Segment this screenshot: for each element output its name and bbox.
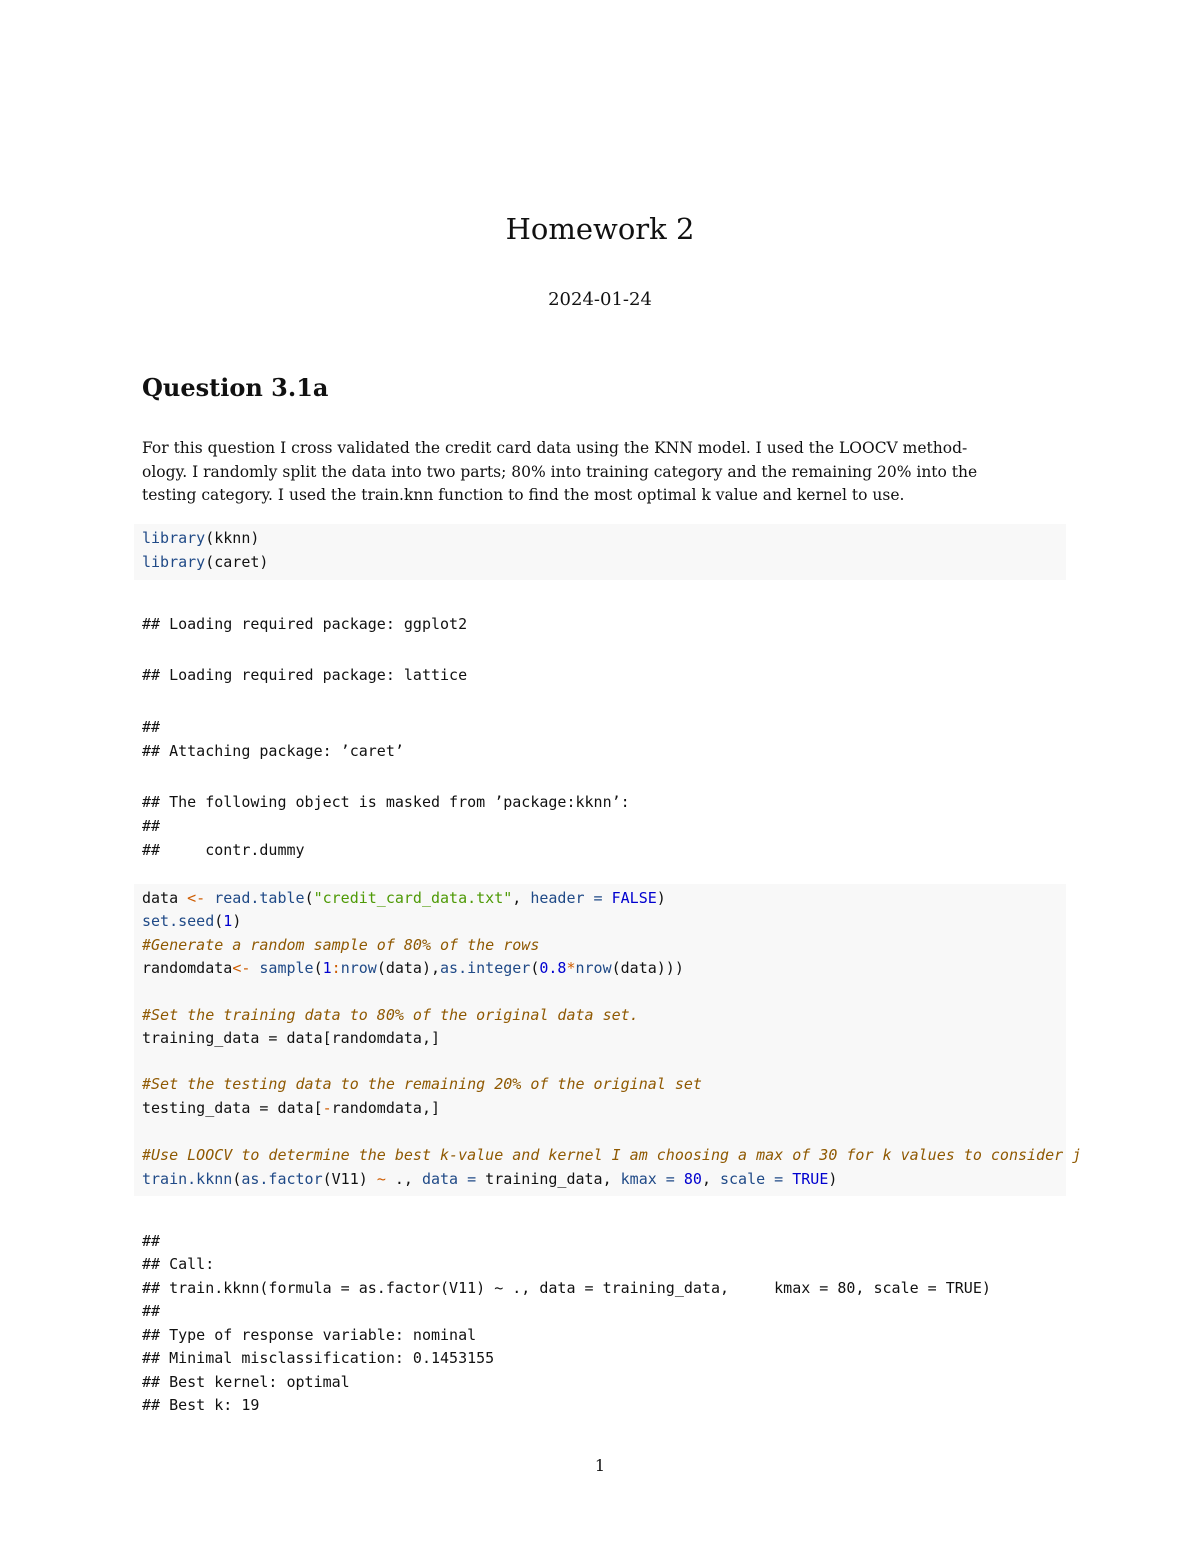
output-line: ## Loading required package: lattice: [142, 666, 468, 684]
output-line: ## The following object is masked from ’package:kknn’:: [142, 793, 630, 811]
output-line: ##: [142, 817, 161, 835]
output-line: ## contr.dummy: [142, 841, 305, 859]
code-line: testing_data = data[-randomdata,]: [142, 1099, 441, 1117]
page-number: 1: [594, 1456, 606, 1475]
output-line: ## Type of response variable: nominal: [142, 1326, 477, 1344]
code-line: training_data = data[randomdata,]: [142, 1029, 441, 1047]
section-heading: Question 3.1a: [142, 373, 329, 402]
code-block-1: [142, 529, 269, 601]
output-line: ## Loading required package: ggplot2: [142, 615, 468, 633]
output-line: ## Call:: [142, 1255, 215, 1273]
output-line: ## Attaching package: ’caret’: [142, 742, 404, 760]
document-date: 2024-01-24: [548, 289, 652, 310]
output-line: ## Best k: 19: [142, 1396, 260, 1414]
output-line: ##: [142, 1232, 161, 1250]
output-line: ##: [142, 718, 161, 736]
code-line: set.seed(1): [142, 912, 242, 930]
code-comment: #Set the testing data to the remaining 20% of the original set: [142, 1075, 702, 1093]
code-line: train.kknn(as.factor(V11) ~ ., data = training_data, kmax = 80, scale = TRUE): [142, 1170, 838, 1188]
intro-paragraph: [142, 437, 1066, 508]
code-block: [134, 524, 1066, 580]
code-line: data <- read.table("credit_card_data.txt", header = FALSE): [142, 889, 666, 907]
paragraph-line: For this question I cross validated the credit card data using the KNN model. I used the LOOCV method-: [142, 439, 968, 457]
code-line: randomdata<- sample(1:nrow(data),as.integer(0.8*nrow(data))): [142, 959, 684, 977]
output-line: ## train.kknn(formula = as.factor(V11) ~ ., data = training_data, kmax = 80, scale = TRUE): [142, 1279, 991, 1297]
code-line: library(caret): [142, 553, 269, 571]
code-comment: #Generate a random sample of 80% of the rows: [142, 936, 540, 954]
code-comment: #Set the training data to 80% of the original data set.: [142, 1006, 639, 1024]
paragraph-line: ology. I randomly split the data into two parts; 80% into training category and the remaining 20% into the: [142, 462, 978, 481]
document-title: Homework 2: [505, 212, 695, 246]
code-comment: #Use LOOCV to determine the best k-value and kernel I am choosing a max of 30 for k values to consider j: [142, 1146, 1082, 1164]
output-line: ## Minimal misclassification: 0.1453155: [142, 1349, 495, 1367]
output-line: ##: [142, 1302, 161, 1320]
output-line: ## Best kernel: optimal: [142, 1373, 350, 1391]
code-line: library(kknn): [142, 529, 260, 547]
paragraph-line: testing category. I used the train.knn function to find the most optimal k value and kernel to use.: [142, 486, 905, 504]
